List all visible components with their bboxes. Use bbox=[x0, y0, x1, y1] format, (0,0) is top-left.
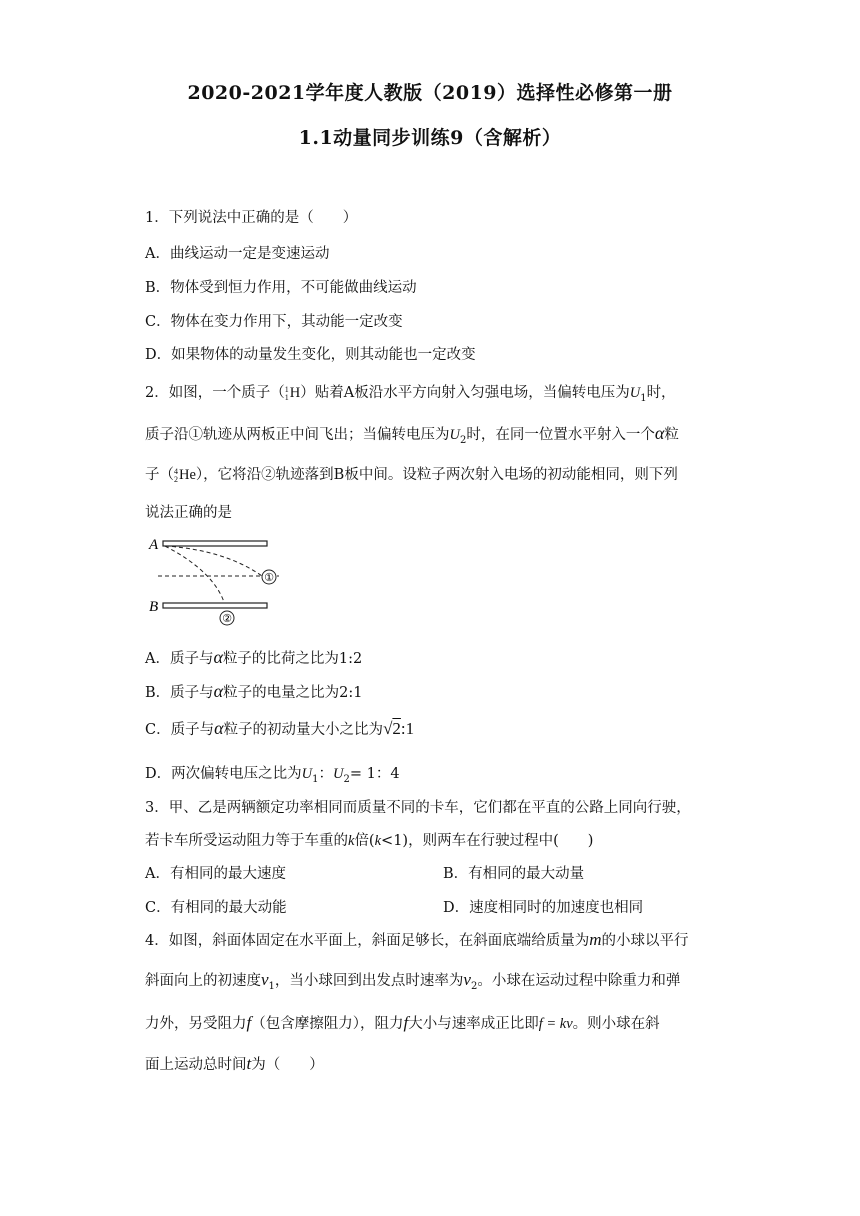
q4-line-4: 面上运动总时间t为（ ） bbox=[145, 1054, 324, 1073]
q4-line-2: 斜面向上的初速度$v_1$，当小球回到出发点时速率为$v_2$。小球在运动过程中除重力和弹 bbox=[145, 970, 681, 992]
q1-option-b: B．物体受到恒力作用，不可能做曲线运动 bbox=[145, 280, 417, 296]
doc-subtitle: 1.1动量同步训练9（含解析） bbox=[298, 127, 562, 149]
q3-line-2: 若卡车所受运动阻力等于车重的k倍(k<1)，则两车在行驶过程中( ) bbox=[145, 833, 594, 849]
deflection-diagram bbox=[145, 532, 290, 627]
hydrogen-nuclide: 1 1H bbox=[284, 384, 301, 402]
q3-option-d: D．速度相同时的加速度也相同 bbox=[443, 900, 644, 916]
q2-line-2: 质子沿①轨迹从两板正中间飞出；当偏转电压为$U_2$时，在同一位置水平射入一个α粒 bbox=[145, 423, 679, 446]
plate-a bbox=[163, 541, 267, 546]
marker-2: ② bbox=[222, 612, 232, 625]
q1-option-a: A．曲线运动一定是变速运动 bbox=[145, 246, 330, 262]
q3-option-a: A．有相同的最大速度 bbox=[145, 866, 286, 882]
q2-line-1: 2．如图，一个质子（1 1H）贴着A板沿水平方向射入匀强电场，当偏转电压为$U_1$时， bbox=[145, 384, 676, 404]
q2-line-4: 说法正确的是 bbox=[145, 505, 232, 521]
q1-option-c: C．物体在变力作用下，其动能一定改变 bbox=[145, 314, 403, 330]
q4-line-3: 力外，另受阻力f（包含摩擦阻力），阻力f大小与速率成正比即f = kv。则小球在斜 bbox=[145, 1013, 660, 1032]
q3-option-b: B．有相同的最大动量 bbox=[443, 866, 585, 882]
marker-1: ① bbox=[264, 571, 274, 584]
plate-a-label: A bbox=[149, 537, 159, 553]
q4-line-1: 4．如图，斜面体固定在水平面上，斜面足够长，在斜面底端给质量为m的小球以平行 bbox=[145, 930, 689, 949]
q1-option-d: D．如果物体的动量发生变化，则其动能也一定改变 bbox=[145, 347, 476, 363]
q2-option-d: D．两次偏转电压之比为$U_1$：$U_2= 1$：4 bbox=[145, 766, 400, 785]
sqrt-expression: √2:1 bbox=[383, 719, 415, 738]
q2-option-a: A．质子与α粒子的比荷之比为1:2 bbox=[145, 647, 363, 667]
q2-option-c: C．质子与α粒子的初动量大小之比为√2:1 bbox=[145, 718, 415, 738]
plate-b-label: B bbox=[149, 599, 159, 615]
q2-line-3: 子（4 2He），它将沿②轨迹落到B板中间。设粒子两次射入电场的初动能相同，则下列 bbox=[145, 466, 678, 484]
doc-title: 2020-2021学年度人教版（2019）选择性必修第一册 bbox=[187, 82, 673, 104]
helium-nuclide: 4 2He bbox=[174, 466, 196, 484]
q3-line-1: 3．甲、乙是两辆额定功率相同而质量不同的卡车，它们都在平直的公路上同向行驶， bbox=[145, 800, 691, 816]
q2-option-b: B．质子与α粒子的电量之比为2:1 bbox=[145, 681, 363, 701]
plate-b bbox=[163, 603, 267, 608]
q1-stem: 1．下列说法中正确的是（ ） bbox=[145, 210, 358, 226]
trajectory-1 bbox=[165, 546, 262, 576]
q3-option-c: C．有相同的最大动能 bbox=[145, 900, 287, 916]
